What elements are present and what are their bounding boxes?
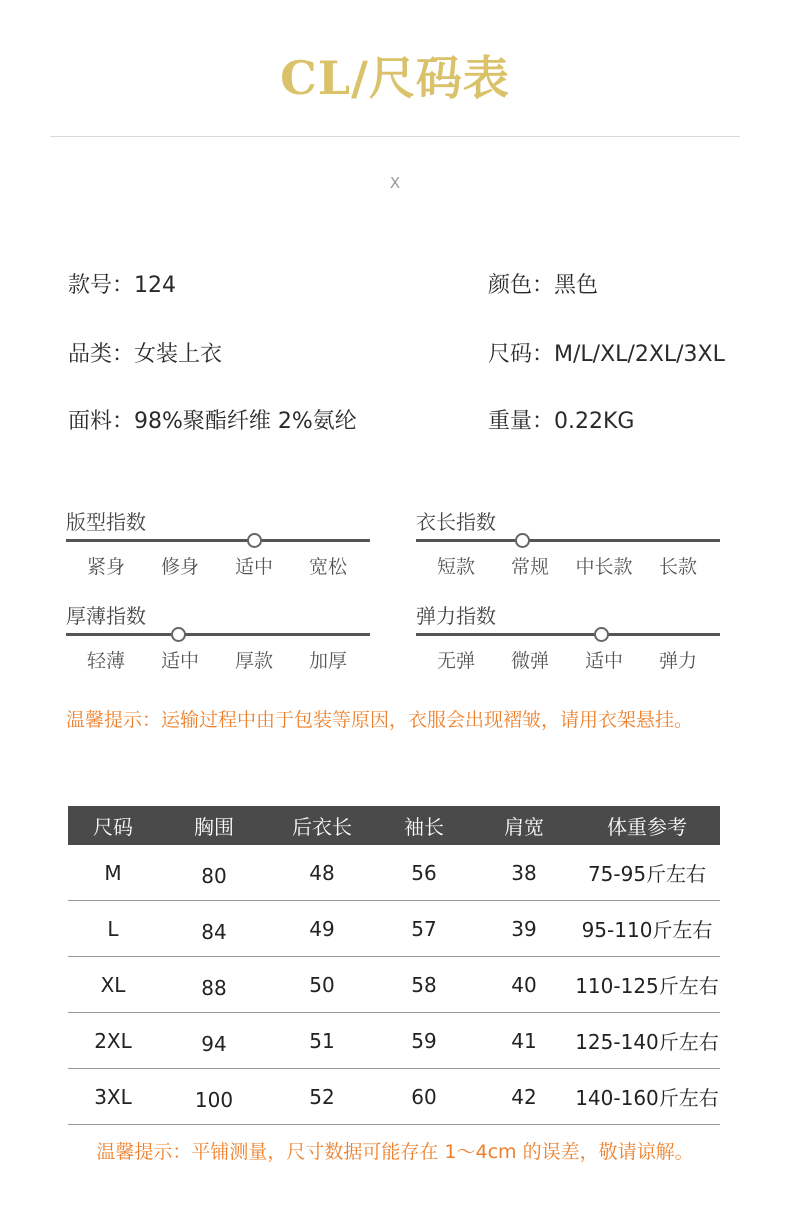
table-row [68,1069,720,1125]
cell-size: L [68,901,158,957]
title-divider [50,136,740,137]
thickness-index-option: 轻薄 [86,650,125,672]
info-fabric-label: 面料： [68,409,135,434]
thickness-index-option: 厚款 [234,650,273,672]
elasticity-index [416,600,720,670]
cell-chest: 100 [158,1069,270,1125]
info-weight-value: 0.22KG [554,409,635,434]
info-category-label: 品类： [68,342,135,367]
cell-weight-ref: 125-140斤左右 [574,1013,720,1069]
length-index-option: 中长款 [575,556,633,578]
elasticity-index-knob [594,627,609,642]
table-row [68,901,720,957]
cell-sleeve: 56 [374,845,474,901]
cell-weight-ref: 140-160斤左右 [574,1069,720,1125]
info-sizes-value: M/L/XL/2XL/3XL [554,342,725,367]
cell-chest: 88 [158,957,270,1013]
cell-size: 2XL [68,1013,158,1069]
info-style-no [68,268,176,299]
cell-shoulder: 40 [474,957,574,1013]
length-index-option: 长款 [658,556,697,578]
fit-index [66,506,370,576]
cell-chest: 84 [158,901,270,957]
table-row [68,957,720,1013]
thickness-index-option: 加厚 [308,650,347,672]
cell-sleeve: 60 [374,1069,474,1125]
info-color-label: 颜色： [488,273,555,298]
fit-index-option: 紧身 [86,556,125,578]
table-row [68,845,720,901]
transport-tip: 温馨提示：运输过程中由于包装等原因，衣服会出现褶皱，请用衣架悬挂。 [66,709,694,731]
cell-sleeve: 59 [374,1013,474,1069]
info-style-no-label: 款号： [68,273,135,298]
header-size: 尺码 [68,806,158,845]
info-fabric-value: 98%聚酯纤维 2%氨纶 [134,409,357,434]
cell-chest: 80 [158,845,270,901]
header-sleeve: 袖长 [374,806,474,845]
cell-weight-ref: 75-95斤左右 [574,845,720,901]
thickness-index [66,600,370,670]
cell-sleeve: 58 [374,957,474,1013]
thickness-index-knob [171,627,186,642]
fit-index-option: 修身 [160,556,199,578]
table-row [68,1013,720,1069]
header-shoulder: 肩宽 [474,806,574,845]
cell-size: M [68,845,158,901]
header-back-length: 后衣长 [270,806,374,845]
info-sizes [488,337,725,368]
elasticity-index-option: 微弹 [510,650,549,672]
fit-index-line [66,539,370,542]
page-title: CL/尺码表 [280,51,510,105]
elasticity-index-name: 弹力指数 [416,604,496,628]
header-weight-ref: 体重参考 [574,806,720,845]
fit-index-option: 适中 [234,556,273,578]
thickness-index-option: 适中 [160,650,199,672]
info-color [488,268,598,299]
info-weight-label: 重量： [488,409,555,434]
cell-shoulder: 41 [474,1013,574,1069]
fit-index-option: 宽松 [308,556,347,578]
cell-shoulder: 39 [474,901,574,957]
length-index-knob [515,533,530,548]
length-index-option: 短款 [436,556,475,578]
info-color-value: 黑色 [554,273,599,298]
info-weight [488,404,634,435]
elasticity-index-option: 适中 [584,650,623,672]
elasticity-index-option: 无弹 [436,650,475,672]
fit-index-name: 版型指数 [66,510,146,534]
cell-size: 3XL [68,1069,158,1125]
length-index-option: 常规 [510,556,549,578]
info-category-value: 女装上衣 [134,342,223,367]
cell-back-length: 48 [270,845,374,901]
cell-sleeve: 57 [374,901,474,957]
cell-back-length: 50 [270,957,374,1013]
info-category [68,337,222,368]
size-table-header [68,806,720,845]
cell-back-length: 52 [270,1069,374,1125]
cell-chest: 94 [158,1013,270,1069]
separator-mark: X [389,174,401,192]
cell-shoulder: 42 [474,1069,574,1125]
cell-back-length: 49 [270,901,374,957]
info-fabric [68,404,357,435]
elasticity-index-line [416,633,720,636]
header-chest: 胸围 [158,806,270,845]
thickness-index-name: 厚薄指数 [66,604,146,628]
cell-back-length: 51 [270,1013,374,1069]
info-sizes-label: 尺码： [488,342,555,367]
thickness-index-line [66,633,370,636]
length-index-name: 衣长指数 [416,510,496,534]
info-style-no-value: 124 [134,273,177,298]
length-index [416,506,720,576]
elasticity-index-option: 弹力 [658,650,697,672]
fit-index-knob [247,533,262,548]
measurement-tip: 温馨提示：平铺测量，尺寸数据可能存在 1～4cm 的误差，敬请谅解。 [96,1141,694,1163]
cell-weight-ref: 110-125斤左右 [574,957,720,1013]
cell-size: XL [68,957,158,1013]
cell-weight-ref: 95-110斤左右 [574,901,720,957]
size-table [68,806,720,1125]
length-index-line [416,539,720,542]
cell-shoulder: 38 [474,845,574,901]
